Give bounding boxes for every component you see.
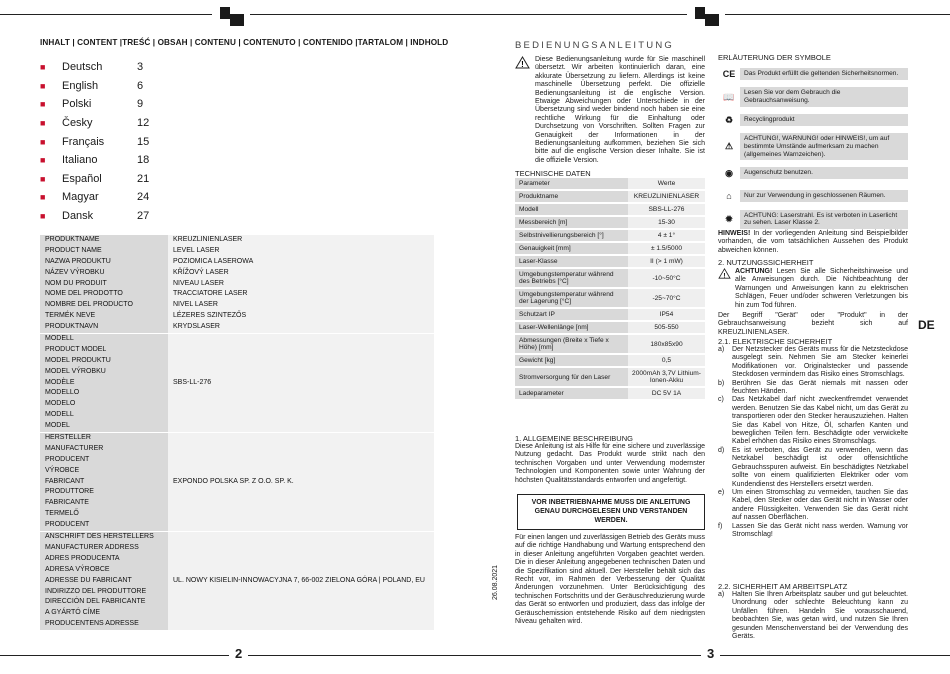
manual-title: BEDIENUNGSANLEITUNG <box>515 40 674 51</box>
info-row <box>40 532 434 631</box>
hinweis-paragraph <box>718 230 908 255</box>
list-item <box>718 591 908 641</box>
tech-value: 180x85x90 <box>628 334 705 354</box>
translation-notice: Diese Bedienungsanleitung wurde für Sie maschinell übersetzt. Wir arbeiten kontinuierlich daran, eine akkurate Übersetzung zu liefern. Allerdings ist keine maschinelle Übersetzung perfekt. Die offizielle Bedienungsanleitung ist die englische Version. Etwaige Abweichungen oder Unterschiede in der Übersetzung sind weder bindend noch haben sie eine rechtliche Wirkung für die Einhaltung oder Durchsetzung von Vorschriften. Sollten Fragen zur Genauigkeit der Informationen in der Bedienungsanleitung aufkommen, beziehen Sie sich bitte auf die englische Version dieser Inhalte. Sie ist die offizielle Version. <box>535 56 705 164</box>
hinweis-text: In der vorliegenden Anleitung sind Beispielbilder vorhanden, die vom tatsächlichen Aussehen des Produkt abweichen können. <box>718 230 908 254</box>
tech-param: Stromversorgung für den Laser <box>515 367 628 387</box>
tech-param: Parameter <box>515 178 628 190</box>
bullet-icon: ■ <box>40 62 46 73</box>
right-page <box>475 0 950 674</box>
tech-row <box>515 268 705 288</box>
header-line <box>250 14 475 15</box>
toc-language: English <box>62 79 99 92</box>
info-label: PRODUCENT <box>45 455 90 463</box>
header-line <box>0 14 212 15</box>
info-label: PRODUCT MODEL <box>45 345 107 353</box>
list-text: Um einen Stromschlag zu vermeiden, tauchen Sie das Kabel, den Stecker oder das Gerät nicht in Wasser oder andere Flüssigkeiten. Verwenden Sie das Gerät nicht auf nassen Oberflächen. <box>732 488 908 522</box>
toc-page: 9 <box>137 98 144 111</box>
list-marker: e) <box>718 488 725 496</box>
section-2-definition: Der Begriff "Gerät" oder "Produkt" in der Gebrauchsanweisung bezieht sich auf KREUZLINIENLASER. <box>718 312 908 336</box>
list-text: Berühren Sie das Gerät niemals mit nassen oder feuchten Händen. <box>732 379 908 396</box>
tech-value: 505-550 <box>628 321 705 334</box>
tech-param: Laser-Klasse <box>515 255 628 268</box>
tech-row <box>515 190 705 203</box>
info-label: DIRECCIÓN DEL FABRICANTE <box>45 598 146 606</box>
table-of-contents <box>40 58 167 225</box>
info-label: MODELLO <box>45 389 80 397</box>
info-label: FABRICANT <box>45 477 85 485</box>
info-label: HERSTELLER <box>45 434 91 442</box>
info-label: PRODUTTORE <box>45 488 94 496</box>
info-values <box>168 433 434 532</box>
info-label: A GYÁRTÓ CÍME <box>45 609 101 617</box>
brand-logo-icon <box>693 5 721 27</box>
tech-value: II (> 1 mW) <box>628 255 705 268</box>
list-marker: f) <box>718 522 723 530</box>
header-line <box>725 14 950 15</box>
section-2-2-title: 2.2. SICHERHEIT AM ARBEITSPLATZ <box>718 582 848 591</box>
info-value: UL. NOWY KISIELIN-INNOWACYJNA 7, 66-002 ZIELONA GÓRA | POLAND, EU <box>173 576 425 584</box>
tech-param: Selbstnivellierungsbereich [°] <box>515 229 628 242</box>
symbol-row <box>718 163 908 183</box>
toc-page: 6 <box>137 79 144 92</box>
symbol-text: Recyclingprodukt <box>740 114 908 126</box>
toc-language: Español <box>62 172 102 185</box>
toc-language: Italiano <box>62 154 98 167</box>
toc-item[interactable] <box>40 58 167 77</box>
info-labels <box>40 334 168 433</box>
toc-item[interactable] <box>40 151 167 170</box>
page-number: 3 <box>701 646 720 661</box>
list-item <box>718 489 908 523</box>
info-label: PRODUKTNAVN <box>45 323 99 331</box>
symbol-row <box>718 209 908 229</box>
tech-value: 0,5 <box>628 354 705 367</box>
info-value: NIVEAU LASER <box>173 279 224 287</box>
info-label: ANSCHRIFT DES HERSTELLERS <box>45 533 154 541</box>
section-2-title: 2. NUTZUNGSSICHERHEIT <box>718 258 814 267</box>
info-label: INDIRIZZO DEL PRODUTTORE <box>45 587 147 595</box>
info-label: MODEL <box>45 422 70 430</box>
section-1-text: Diese Anleitung ist als Hilfe für eine sichere und zuverlässige Nutzung gedacht. Das Produkt wurde strikt nach den technischen Vorgaben und unter Verwendung modernster Technologien und Komponenten sowie unter Wahrung der höchsten Qualitätsstandards entworfen und angefertigt. <box>515 443 705 484</box>
info-label: MANUFACTURER <box>45 444 104 452</box>
info-label: NOMBRE DEL PRODUCTO <box>45 301 133 309</box>
svg-text:!: ! <box>723 272 726 279</box>
toc-page: 24 <box>137 191 150 204</box>
tech-row <box>515 367 705 387</box>
symbols-list <box>718 64 908 232</box>
info-label: MANUFACTURER ADDRESS <box>45 543 139 551</box>
achtung-text: Lesen Sie alle Sicherheitshinweise und alle Anweisungen durch. Die Nichtbeachtung der Warnungen und Anweisungen kann zu elektrischen Schlägen, Feuer und/oder schweren Verletzungen bis hin zum Tod führen. <box>735 268 908 309</box>
list-item <box>718 380 908 397</box>
toc-language: Magyar <box>62 191 99 204</box>
tech-value: -25~70°C <box>628 288 705 308</box>
info-row <box>40 334 434 433</box>
bullet-icon: ■ <box>40 118 46 129</box>
tech-value: 4 ± 1° <box>628 229 705 242</box>
symbol-icon: ♻ <box>724 114 734 125</box>
brand-logo-icon <box>218 5 246 27</box>
toc-language: Deutsch <box>62 61 103 74</box>
tech-row <box>515 229 705 242</box>
info-value: LÉZERES SZINTEZŐS <box>173 312 247 320</box>
toc-page: 18 <box>137 154 150 167</box>
toc-page: 15 <box>137 135 150 148</box>
bullet-icon: ■ <box>40 173 46 184</box>
info-label: NÁZEV VÝROBKU <box>45 268 105 276</box>
symbol-icon: ◉ <box>725 167 733 178</box>
tech-value: DC 5V 1A <box>628 387 705 400</box>
header-line <box>475 14 687 15</box>
warning-icon <box>515 56 530 69</box>
info-value: NIVEL LASER <box>173 301 218 309</box>
info-row <box>40 433 434 532</box>
list-item <box>718 346 908 380</box>
document-date: 26.08.2021 <box>492 564 499 600</box>
list-text: Das Netzkabel darf nicht zweckentfremdet verwendet werden. Benutzen Sie das Kabel nicht, um das Gerät zu transportieren oder den Stecker herauszuziehen. Halten Sie das Kabel von Hitze, Öl, scharfen Kanten und beweglichen Teilen fern. Beschädigte oder verwickelte Kabel erhöhen das Risiko eines Stromschlags. <box>732 396 908 446</box>
symbol-text: Augenschutz benutzen. <box>740 167 908 179</box>
tech-row <box>515 242 705 255</box>
info-labels <box>40 532 168 631</box>
symbol-row <box>718 186 908 206</box>
tech-row <box>515 178 705 190</box>
symbol-row <box>718 64 908 84</box>
info-value: KREUZLINIENLASER <box>173 236 243 243</box>
info-value: KŘÍŽOVÝ LASER <box>173 268 229 276</box>
page-number: 2 <box>229 646 248 661</box>
info-value: POZIOMICA LASEROWA <box>173 257 254 265</box>
tech-row <box>515 308 705 321</box>
tech-row <box>515 321 705 334</box>
list-marker: a) <box>718 346 725 353</box>
tech-row <box>515 288 705 308</box>
symbol-icon: ✹ <box>725 213 733 224</box>
read-manual-notice: VOR INBETRIEBNAHME MUSS DIE ANLEITUNG GENAU DURCHGELESEN UND VERSTANDEN WERDEN. <box>517 494 705 530</box>
bullet-icon: ■ <box>40 211 46 222</box>
tech-row <box>515 203 705 216</box>
language-tab: DE <box>918 318 950 334</box>
symbol-icon: 📖 <box>723 91 735 102</box>
info-labels <box>40 433 168 532</box>
contents-languages-header: INHALT | CONTENT |TREŚĆ | OBSAH | CONTENU | CONTENUTO | CONTENIDO |TARTALOM | INDHOLD <box>40 38 449 47</box>
tech-param: Umgebungstemperatur während der Lagerung [°C] <box>515 288 628 308</box>
tech-row <box>515 216 705 229</box>
list-text: Der Netzstecker des Geräts muss für die Netzsteckdose ausgelegt sein. Nehmen Sie am Stecker keinerlei Modifikationen vor. Originalstecker und passende Steckdosen vermindern das Risiko eines Stromschlags. <box>732 346 908 379</box>
tech-value: 15-30 <box>628 216 705 229</box>
toc-language: Français <box>62 135 105 148</box>
toc-item[interactable] <box>40 170 167 189</box>
tech-data-title: TECHNISCHE DATEN <box>515 169 591 178</box>
section-1-text-2: Für einen langen und zuverlässigen Betrieb des Geräts muss auf die richtige Handhabung und Wartung entsprechend den in dieser Anleitung angeführten Vorgaben geachtet werden. Die in dieser Anleitung angegebenen technischen Daten und die Spezifikation sind aktuell. Der Hersteller behält sich das Recht vor, im Rahmen der Verbesserung der Qualität Änderungen vorzunehmen. Unter Berücksichtigung des technischen Fortschritts und der Geräuschreduzierung wurde das Gerät so entworfen und produziert, dass das infolge der Geräuschemission entstehende Risiko auf dem niedrigsten Niveau gehalten wird. <box>515 534 705 626</box>
tech-param: Modell <box>515 203 628 216</box>
bullet-icon: ■ <box>40 99 46 110</box>
tech-value: 2000mAh 3,7V Lithium-Ionen-Akku <box>628 367 705 387</box>
info-label: MODELL <box>45 335 74 343</box>
symbol-text: Lesen Sie vor dem Gebrauch die Gebrauchsanweisung. <box>740 87 908 107</box>
section-1-title: 1. ALLGEMEINE BESCHREIBUNG <box>515 434 633 443</box>
info-label: PRODUCT NAME <box>45 246 102 254</box>
toc-page: 12 <box>137 117 150 130</box>
info-label: MODELL <box>45 411 74 419</box>
tech-param: Ladeparameter <box>515 387 628 400</box>
symbol-row <box>718 110 908 130</box>
toc-page: 27 <box>137 210 150 223</box>
product-info-table <box>40 235 434 631</box>
info-label: TERMELŐ <box>45 510 79 518</box>
toc-page: 21 <box>137 172 150 185</box>
info-label: ADRESSE DU FABRICANT <box>45 576 132 584</box>
info-labels <box>40 235 168 334</box>
achtung-label: ACHTUNG! <box>735 268 773 275</box>
bullet-icon: ■ <box>40 155 46 166</box>
section-2-warning <box>735 268 908 310</box>
section-2-1-list <box>718 346 908 539</box>
list-marker: b) <box>718 379 725 387</box>
symbol-row <box>718 133 908 160</box>
info-value: LEVEL LASER <box>173 246 220 254</box>
tech-row <box>515 255 705 268</box>
info-label: ADRES PRODUCENTA <box>45 554 120 562</box>
toc-language: Dansk <box>62 210 94 223</box>
tech-value: Werte <box>628 178 705 190</box>
tech-row <box>515 354 705 367</box>
tech-param: Abmessungen (Breite x Tiefe x Höhe) [mm] <box>515 334 628 354</box>
list-text: Lassen Sie das Gerät nicht nass werden. Warnung vor Stromschlag! <box>732 522 908 538</box>
toc-language: Česky <box>62 117 93 130</box>
tech-param: Genauigkeit [mm] <box>515 242 628 255</box>
tech-value: SBS-LL-276 <box>628 203 705 216</box>
hinweis-label: HINWEIS! <box>718 230 751 237</box>
tech-param: Messbereich [m] <box>515 216 628 229</box>
toc-item[interactable] <box>40 188 167 207</box>
tech-param: Gewicht [kg] <box>515 354 628 367</box>
symbol-text: ACHTUNG!, WARNUNG! oder HINWEIS!, um auf bestimmte Umstände aufmerksam zu machen (allgemeines Warnzeichen). <box>740 133 908 160</box>
info-row <box>40 235 434 334</box>
toc-item[interactable] <box>40 95 167 114</box>
list-marker: c) <box>718 396 724 404</box>
tech-param: Produktname <box>515 190 628 203</box>
info-label: NAZWA PRODUKTU <box>45 257 111 265</box>
symbol-row <box>718 87 908 107</box>
svg-text:!: ! <box>521 60 524 69</box>
symbol-icon: ⚠ <box>724 141 734 152</box>
tech-row <box>515 387 705 400</box>
info-value: TRACCIATORE LASER <box>173 290 248 298</box>
tech-value: IP54 <box>628 308 705 321</box>
toc-item[interactable] <box>40 132 167 151</box>
info-label: FABRICANTE <box>45 499 89 507</box>
info-label: MODEL PRODUKTU <box>45 356 111 364</box>
symbol-icon: ⌂ <box>726 191 732 202</box>
list-item <box>718 447 908 489</box>
tech-value: -10~50°C <box>628 268 705 288</box>
tech-param: Schutzart IP <box>515 308 628 321</box>
warning-icon <box>718 268 731 279</box>
info-label: PRODUCENTENS ADRESSE <box>45 620 139 628</box>
list-text: Es ist verboten, das Gerät zu verwenden, wenn das Netzkabel beschädigt ist oder offensichtliche Gebrauchsspuren aufweist. Ein beschädigtes Netzkabel sollte von einem qualifizierten Elektriker oder vom Kundendienst des Herstellers ersetzt werden. <box>732 446 908 488</box>
toc-language: Polski <box>62 98 92 111</box>
tech-param: Umgebungstemperatur während des Betriebs [°C] <box>515 268 628 288</box>
bullet-icon: ■ <box>40 192 46 203</box>
section-2-2-list <box>718 591 908 641</box>
info-label: NOME DEL PRODOTTO <box>45 290 123 298</box>
info-label: MODÈLE <box>45 378 75 386</box>
list-marker: a) <box>718 591 725 598</box>
info-label: VÝROBCE <box>45 466 80 474</box>
list-item <box>718 523 908 540</box>
symbol-text: Nur zur Verwendung in geschlossenen Räumen. <box>740 190 908 202</box>
info-label: NOM DU PRODUIT <box>45 279 107 287</box>
info-label: MODELO <box>45 400 76 408</box>
symbols-title: ERLÄUTERUNG DER SYMBOLE <box>718 53 831 62</box>
tech-row <box>515 334 705 354</box>
list-item <box>718 396 908 446</box>
info-label: TERMÉK NEVE <box>45 312 96 320</box>
info-value: SBS-LL-276 <box>173 378 212 386</box>
list-marker: d) <box>718 446 725 454</box>
info-label: PRODUCENT <box>45 521 90 529</box>
section-2-1-title: 2.1. ELEKTRISCHE SICHERHEIT <box>718 337 833 346</box>
toc-item[interactable] <box>40 207 167 226</box>
symbol-text: ACHTUNG: Laserstrahl. Es ist verboten in Laserlicht zu sehen. Laser Klasse 2. <box>740 210 908 230</box>
info-value: EXPONDO POLSKA SP. Z O.O. SP. K. <box>173 477 294 485</box>
info-label: ADRESA VÝROBCE <box>45 565 110 573</box>
info-label: PRODUKTNAME <box>45 236 100 243</box>
bullet-icon: ■ <box>40 136 46 147</box>
tech-value: ± 1.5/5000 <box>628 242 705 255</box>
tech-data-table <box>515 178 705 401</box>
info-values <box>168 334 434 433</box>
toc-item[interactable] <box>40 114 167 133</box>
symbol-icon: CE <box>722 69 736 79</box>
tech-param: Laser-Wellenlänge [nm] <box>515 321 628 334</box>
list-text: Halten Sie Ihren Arbeitsplatz sauber und gut beleuchtet. Unordnung oder schlechte Beleuchtung kann zu Unfällen führen. Handeln Sie vorausschauend, beobachten Sie, was getan wird, und nutzen Sie Ihren gesunden Menschenverstand bei der Verwendung des Geräts. <box>732 591 908 641</box>
symbol-text: Das Produkt erfüllt die geltenden Sicherheitsnormen. <box>740 68 908 80</box>
info-values <box>168 235 434 334</box>
tech-value: KREUZLINIENLASER <box>628 190 705 203</box>
bullet-icon: ■ <box>40 80 46 91</box>
toc-item[interactable] <box>40 77 167 96</box>
info-value: KRYDSLASER <box>173 323 220 331</box>
toc-page: 3 <box>137 61 144 74</box>
info-values <box>168 532 434 631</box>
info-label: MODEL VÝROBKU <box>45 367 106 375</box>
